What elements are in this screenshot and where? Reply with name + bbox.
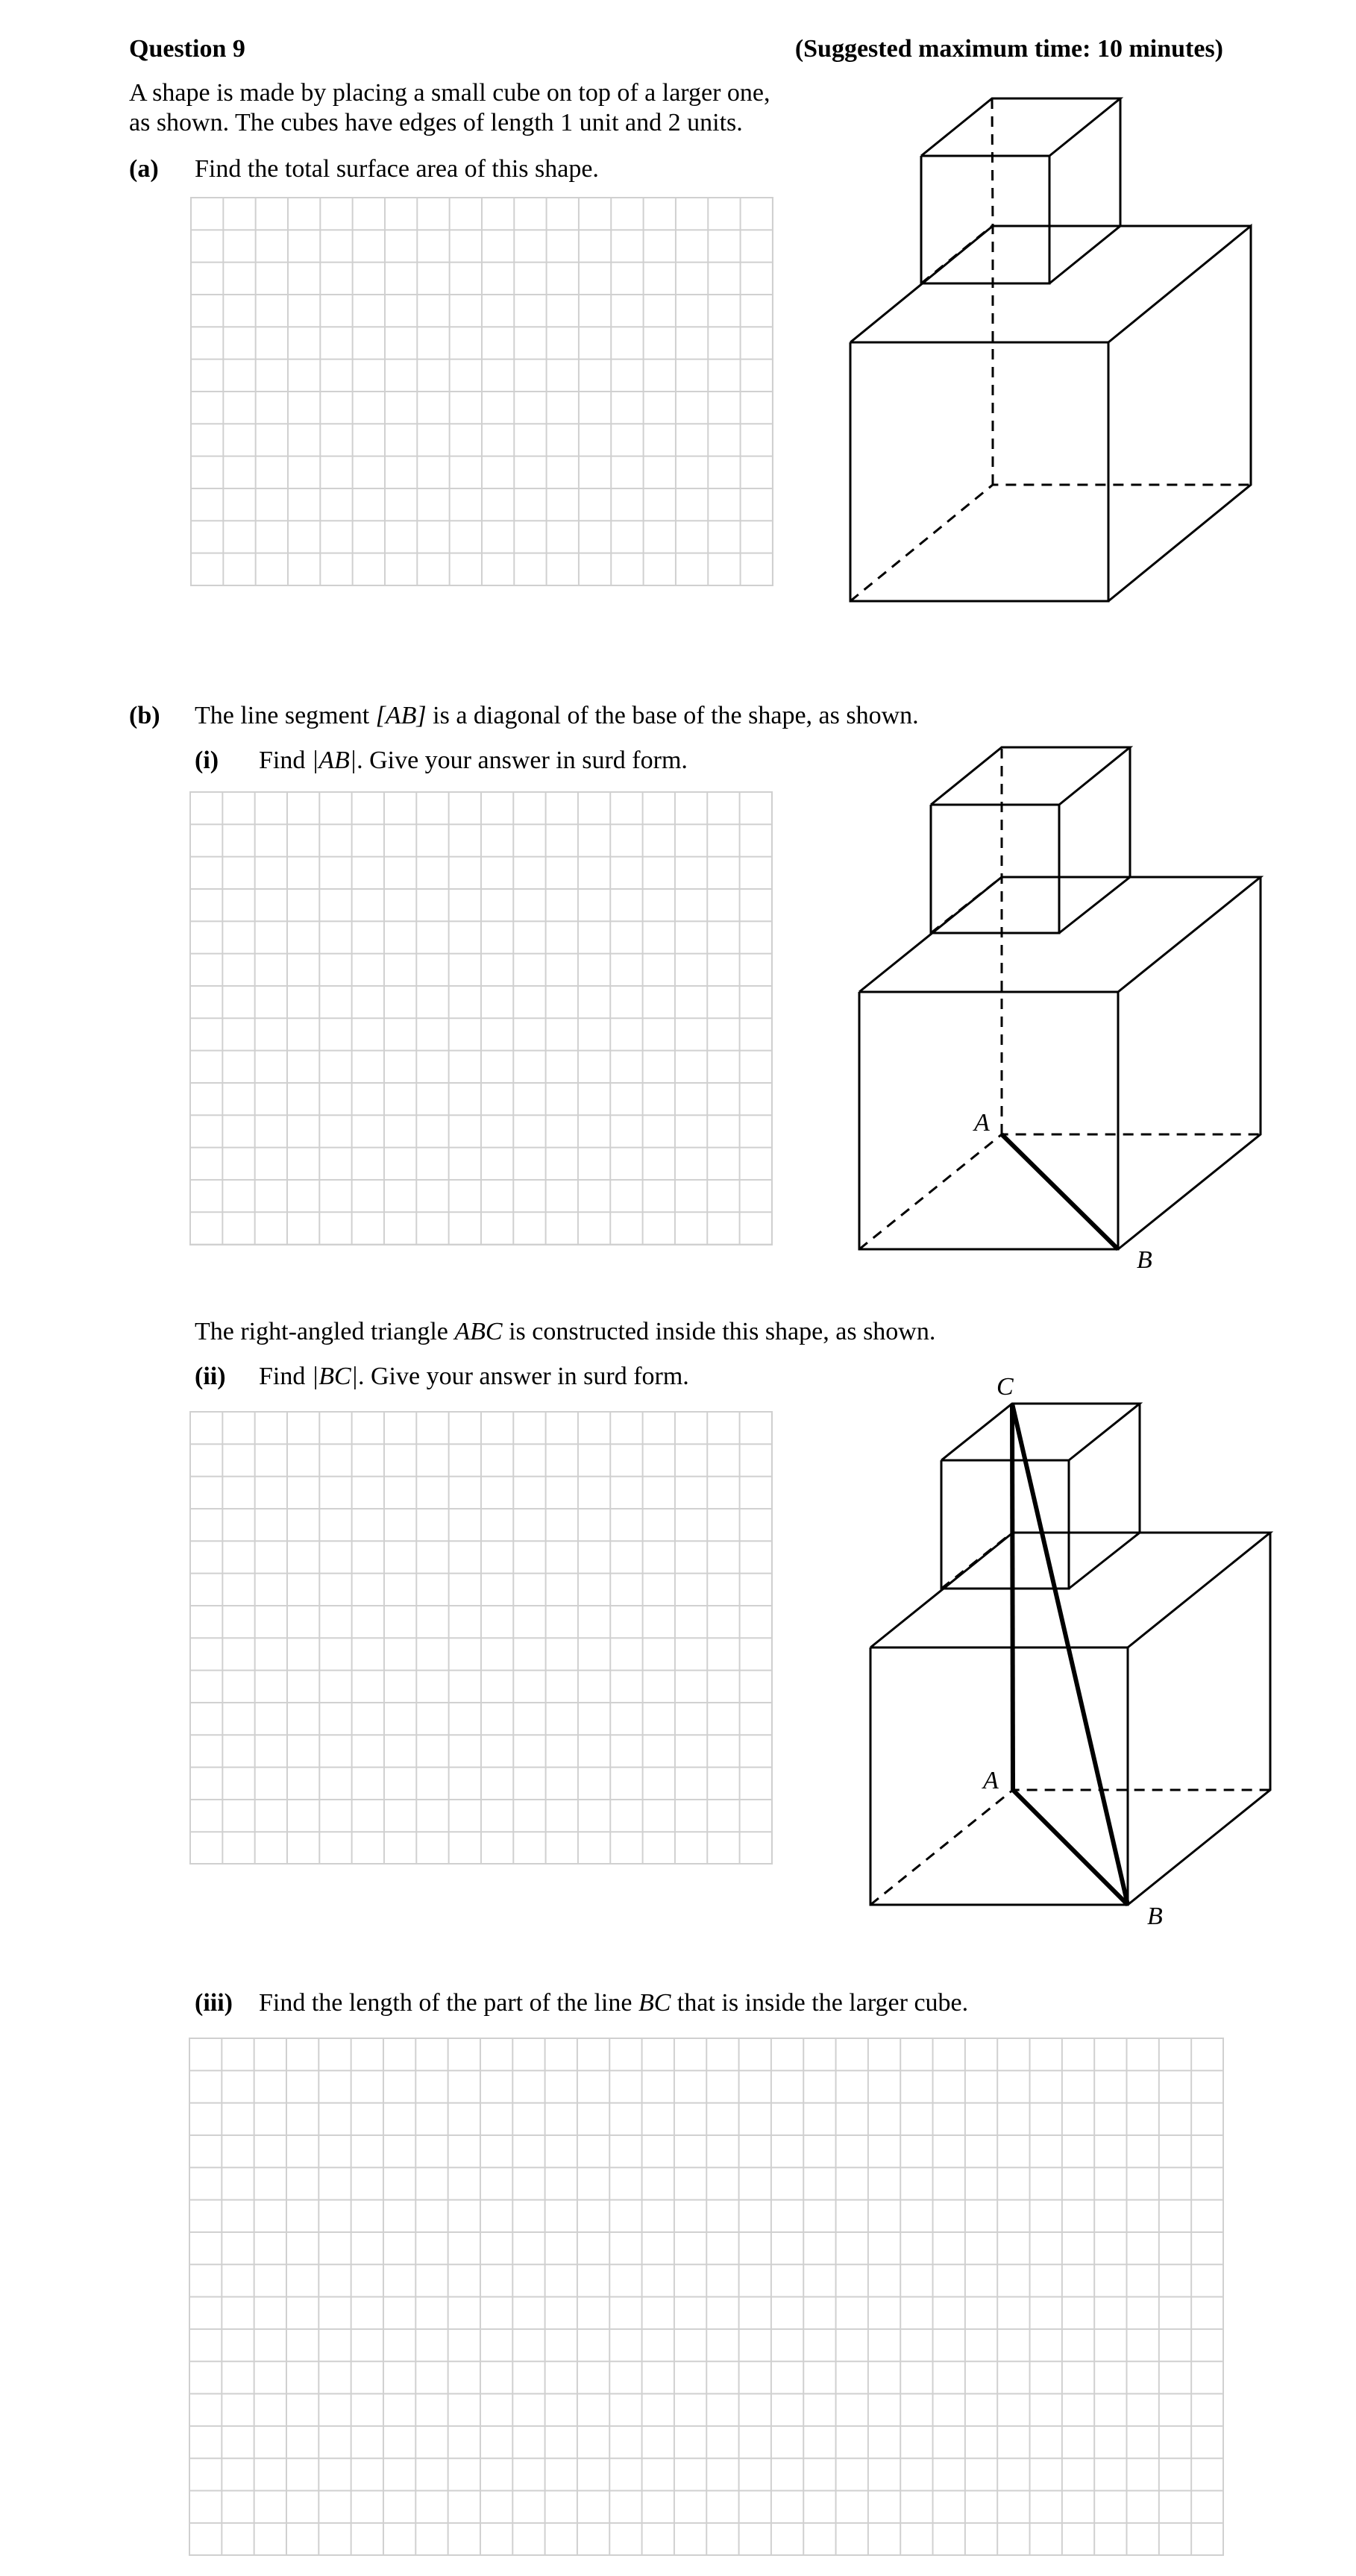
question-title: Question 9 [129, 35, 245, 63]
part-a-label: (a) [129, 155, 159, 183]
length-ab: |AB| [311, 747, 357, 774]
part-b-text-pre: The line segment [195, 702, 376, 729]
length-bc: |BC| [311, 1363, 358, 1390]
small-cube [941, 1404, 1140, 1589]
part-b-label: (b) [129, 702, 160, 729]
intro-line-2: as shown. The cubes have edges of length 1 unit and 2 units. [129, 109, 743, 136]
part-b-ii-label: (ii) [195, 1363, 226, 1390]
part-a-text: Find the total surface area of this shape. [195, 155, 599, 183]
triangle-intro-pre: The right-angled triangle [195, 1318, 455, 1345]
part-b-i-text-pre: Find [259, 747, 312, 774]
triangle-intro-post: is constructed inside this shape, as shown. [502, 1318, 936, 1345]
label-b: B [1147, 1903, 1163, 1930]
label-a: A [974, 1109, 990, 1137]
label-c: C [996, 1373, 1014, 1401]
part-b-ii-text-post: . Give your answer in surd form. [358, 1363, 689, 1390]
triangle-name: ABC [454, 1318, 503, 1345]
line-bc: BC [638, 1989, 671, 2017]
part-b-text-post: is a diagonal of the base of the shape, as shown. [426, 702, 919, 729]
part-b-ii-text-pre: Find [259, 1363, 312, 1390]
answer-grid-part-b-iii[interactable] [189, 2038, 1224, 2556]
part-b-iii-text-post: that is inside the larger cube. [671, 1989, 969, 2017]
part-b-iii-question [195, 1988, 968, 2018]
suggested-time: (Suggested maximum time: 10 minutes) [794, 35, 1223, 63]
part-b-iii-label: (iii) [195, 1989, 233, 2017]
label-b: B [1137, 1246, 1152, 1274]
segment-ab: [AB] [375, 702, 427, 729]
part-b-i-text-post: . Give your answer in surd form. [357, 747, 688, 774]
part-b-i-label: (i) [195, 747, 219, 774]
part-b-iii-text-pre: Find the length of the part of the line [259, 1989, 638, 2017]
intro-line-1: A shape is made by placing a small cube on top of a larger one, [129, 79, 770, 107]
label-a: A [983, 1767, 999, 1794]
